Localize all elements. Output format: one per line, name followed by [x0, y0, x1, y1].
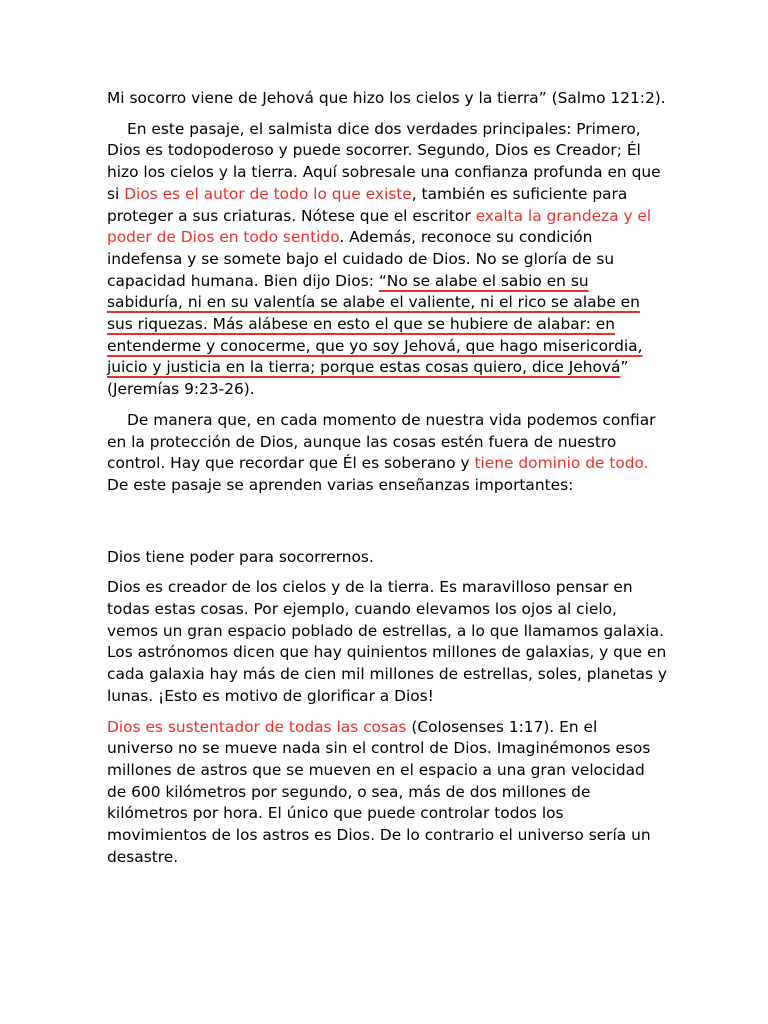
- para1-text-1: En este pasaje, el salmista dice dos verdades principales: Primero, Dios es todopoderoso y puede socorrer. Segundo, Dios es Creador; Él hizo los cielos y la tierra. Aquí sobresale una confianza profunda en que si: [107, 119, 661, 203]
- intro-paragraph: [107, 88, 667, 110]
- para1-highlight-2: exalta la grandeza y el poder de Dios en todo sentido: [107, 206, 652, 247]
- para1-text-3: . Además, reconoce su condición indefensa y se somete bajo el cuidado de Dios. No se gloría de su capacidad humana. Bien dijo Dios:: [107, 228, 615, 290]
- para2-highlight-1: tiene dominio de todo.: [474, 454, 649, 473]
- para4-highlight-1: Dios es sustentador de todas las cosas: [107, 717, 407, 736]
- para2-text-2: De este pasaje se aprenden varias enseñanzas importantes:: [107, 475, 574, 494]
- document-page: [107, 88, 667, 869]
- intro-text: Mi socorro viene de Jehová que hizo los cielos y la tierra” (Salmo 121:2).: [107, 89, 666, 107]
- paragraph-confianza: [107, 410, 667, 497]
- para4-text-1: (Colosenses 1:17). En el universo no se mueve nada sin el control de Dios. Imaginémonos esos millones de astros que se mueven en el espacio a una gran velocidad de 600 kilómetros por segundo, o sea, más de dos millones de kilómetros por hora. El único que puede controlar todos los movimientos de los astros es Dios. De lo contrario el universo sería un desastre.: [107, 717, 651, 866]
- para1-highlight-1: Dios es el autor de todo lo que existe: [124, 184, 412, 203]
- section-heading: [107, 547, 667, 569]
- paragraph-salmista: [107, 119, 667, 401]
- para1-underlined-quote: “No se alabe el sabio en su sabiduría, ni en su valentía se alabe el valiente, ni el rico se alabe en sus riquezas. Más alábese en esto el que se hubiere de alabar: en entenderme y conocerme, que yo soy Jehová, que hago misericordia, juicio y justicia en la tierra; porque estas cosas quiero, dice Jehová: [107, 271, 643, 377]
- paragraph-creador: [107, 577, 667, 707]
- para2-text-1: De manera que, en cada momento de nuestra vida podemos confiar en la protección de Dios, aunque las cosas estén fuera de nuestro control. Hay que recordar que Él es soberano y: [107, 410, 656, 473]
- para1-text-2: , también es suficiente para proteger a sus criaturas. Nótese que el escritor: [107, 184, 628, 225]
- paragraph-sustentador: [107, 717, 667, 869]
- para1-text-4: ” (Jeremías 9:23-26).: [107, 358, 629, 399]
- para3-text: Dios es creador de los cielos y de la tierra. Es maravilloso pensar en todas estas cosas. Por ejemplo, cuando elevamos los ojos al cielo, vemos un gran espacio poblado de estrellas, a lo que llamamos galaxia. Los astrónomos dicen que hay quinientos millones de galaxias, y que en cada galaxia hay más de cien mil millones de estrellas, soles, planetas y lunas. ¡Esto es motivo de glorificar a Dios!: [107, 578, 667, 705]
- heading-text: Dios tiene poder para socorrernos.: [107, 547, 374, 566]
